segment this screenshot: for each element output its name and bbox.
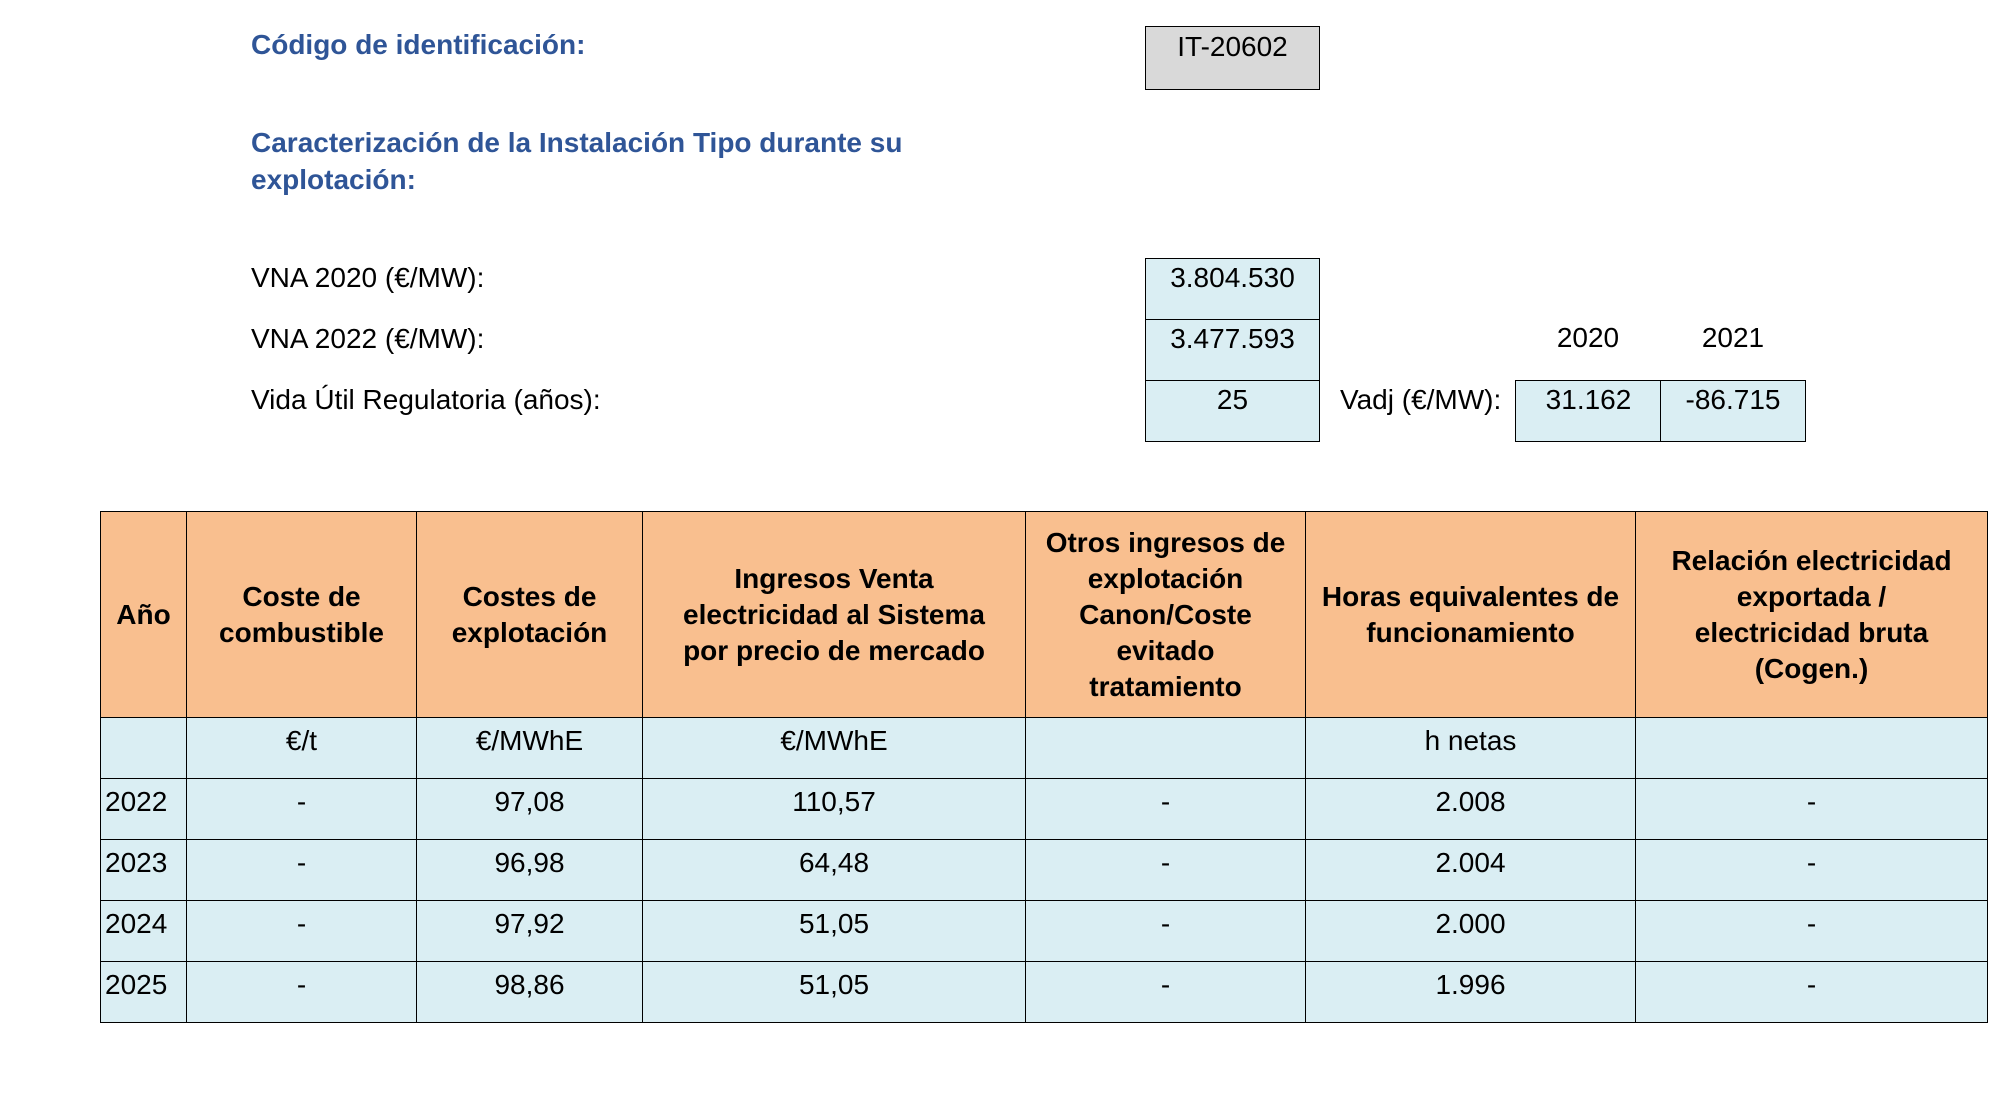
year-cell: 2025 [101, 962, 187, 1023]
vna-2022-label: VNA 2022 (€/MW): [251, 323, 485, 354]
identification-code-value: IT-20602 [1145, 26, 1320, 90]
header-ingresos-venta: Ingresos Venta electricidad al Sistema por precio de mercado [643, 512, 1026, 718]
units-row [101, 718, 1988, 779]
table-cell: 97,92 [417, 901, 643, 962]
table-cell: - [187, 779, 417, 840]
vadj-value-2020: 31.162 [1515, 380, 1662, 442]
table-cell: 110,57 [643, 779, 1026, 840]
table-row [101, 840, 1988, 901]
table-row [101, 962, 1988, 1023]
table-cell: 2.000 [1306, 901, 1636, 962]
table-cell: - [1636, 901, 1988, 962]
section-title-line2: explotación: [251, 164, 416, 195]
unit-cell: €/t [187, 718, 417, 779]
table-cell: - [1026, 779, 1306, 840]
vadj-label: Vadj (€/MW): [1340, 384, 1502, 415]
vida-util-value: 25 [1145, 380, 1320, 442]
identification-code-label: Código de identificación: [251, 29, 586, 60]
vna-2020-value: 3.804.530 [1145, 258, 1320, 320]
vida-util-label: Vida Útil Regulatoria (años): [251, 384, 601, 415]
vna-2020-label: VNA 2020 (€/MW): [251, 262, 485, 293]
section-title-line1: Caracterización de la Instalación Tipo durante su [251, 127, 903, 158]
table-row [101, 779, 1988, 840]
table-cell: 1.996 [1306, 962, 1636, 1023]
header-costes-explotacion: Costes de explotación [417, 512, 643, 718]
header-otros-ingresos: Otros ingresos de explotación Canon/Coste evitado tratamiento [1026, 512, 1306, 718]
table-cell: - [1636, 840, 1988, 901]
vna-2022-value: 3.477.593 [1145, 319, 1320, 381]
table-cell: 98,86 [417, 962, 643, 1023]
table-cell: - [1026, 840, 1306, 901]
vadj-year-2021: 2021 [1701, 322, 1765, 353]
table-cell: 2.008 [1306, 779, 1636, 840]
year-cell: 2022 [101, 779, 187, 840]
table-row [101, 901, 1988, 962]
operating-data-table [100, 511, 1988, 1023]
header-relacion-electricidad: Relación electricidad exportada / electricidad bruta (Cogen.) [1636, 512, 1988, 718]
table-cell: 97,08 [417, 779, 643, 840]
table-cell: 64,48 [643, 840, 1026, 901]
table-cell: 2.004 [1306, 840, 1636, 901]
year-cell: 2023 [101, 840, 187, 901]
section-title [251, 124, 902, 198]
unit-cell: €/MWhE [417, 718, 643, 779]
table-header-row [101, 512, 1988, 718]
year-cell: 2024 [101, 901, 187, 962]
header-coste-combustible: Coste de combustible [187, 512, 417, 718]
unit-cell [1026, 718, 1306, 779]
unit-cell: h netas [1306, 718, 1636, 779]
unit-cell: €/MWhE [643, 718, 1026, 779]
table-cell: - [187, 901, 417, 962]
table-cell: 96,98 [417, 840, 643, 901]
table-cell: 51,05 [643, 901, 1026, 962]
unit-cell [101, 718, 187, 779]
table-cell: - [1636, 779, 1988, 840]
table-cell: - [187, 962, 417, 1023]
table-cell: - [1026, 962, 1306, 1023]
vadj-value-2021: -86.715 [1660, 380, 1806, 442]
unit-cell [1636, 718, 1988, 779]
table-cell: 51,05 [643, 962, 1026, 1023]
vadj-year-2020: 2020 [1556, 322, 1620, 353]
table-cell: - [1026, 901, 1306, 962]
header-ano: Año [101, 512, 187, 718]
table-cell: - [187, 840, 417, 901]
table-cell: - [1636, 962, 1988, 1023]
header-horas-equivalentes: Horas equivalentes de funcionamiento [1306, 512, 1636, 718]
